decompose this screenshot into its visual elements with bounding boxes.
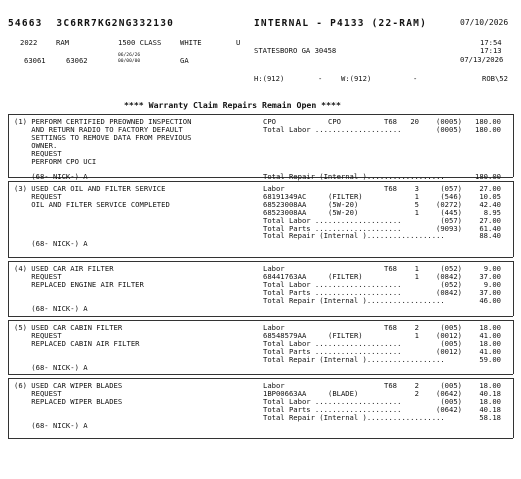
repair-description-line: AND RETURN RADIO TO FACTORY DEFAULT — [14, 124, 183, 134]
line-item-amount: 61.40 — [479, 223, 501, 233]
line-item-amount: 58.18 — [479, 412, 501, 422]
repair-order-type: INTERNAL - P4133 (22-RAM) — [254, 18, 427, 29]
line-item-part-desc: (5W-20) — [328, 199, 359, 209]
repair-description-line: REQUEST — [14, 191, 62, 201]
repair-description-line: (68- NICK-) A — [14, 239, 88, 249]
work-phone: W:(912) — [341, 74, 372, 83]
line-item-qty: 2 — [414, 388, 419, 398]
line-item-name: 68523008AA — [263, 207, 307, 217]
line-item-amount: 180.00 — [475, 117, 501, 126]
repair-description-line: (3) USED CAR OIL AND FILTER SERVICE — [14, 184, 166, 193]
repair-description-line: REPLACED CABIN AIR FILTER — [14, 338, 140, 348]
service-dates: 06/26/26 00/00/00 — [118, 53, 141, 64]
section-bottom-rule — [8, 438, 513, 439]
line-item-part-desc: (FILTER) — [328, 271, 363, 281]
line-item-qty: 1 — [414, 271, 419, 281]
repair-description-line: OIL AND FILTER SERVICE COMPLETED — [14, 199, 170, 209]
time-out: 17:13 — [480, 46, 502, 55]
line-item-name: Labor — [263, 184, 285, 193]
section-left-rule — [8, 181, 9, 257]
unit-flag: U — [236, 38, 241, 47]
repair-description-line: (68- NICK-) A — [14, 172, 88, 182]
time-in: 17:54 — [480, 38, 502, 47]
line-item-amount: 88.40 — [479, 231, 501, 241]
ro-number-2: 63062 — [66, 56, 88, 65]
line-item-qty: 3 — [414, 184, 419, 193]
line-item-amount: 46.00 — [479, 295, 501, 305]
line-item-qty: 2 — [414, 381, 419, 390]
line-item-qty: 1 — [414, 330, 419, 340]
line-item-name: Total Labor .................... — [263, 279, 402, 289]
vehicle-model: 1500 CLASS — [118, 38, 162, 47]
line-item-amount: 27.00 — [479, 184, 501, 193]
line-item-qty: 1 — [414, 207, 419, 217]
repair-description-line: SETTINGS TO REMOVE DATA FROM PREVIOUS — [14, 132, 192, 142]
line-item-amount: 180.00 — [475, 124, 501, 134]
customer-city: STATESBORO GA 30458 — [254, 46, 337, 55]
line-item-reference: (052) — [440, 279, 462, 289]
line-item-reference: (0642) — [436, 404, 462, 414]
line-item-reference: (9093) — [436, 223, 462, 233]
line-item-qty: 5 — [414, 199, 419, 209]
line-item-reference: (005) — [440, 381, 462, 390]
line-item-name: 68191349AC — [263, 191, 307, 201]
line-item-name: Total Parts .................... — [263, 346, 402, 356]
line-item-amount: 41.00 — [479, 330, 501, 340]
line-item-name: Labor — [263, 381, 285, 390]
line-item-name: Labor — [263, 323, 285, 332]
section-right-rule — [513, 320, 514, 374]
repair-description-line: REQUEST — [14, 148, 62, 158]
repair-description-line: (68- NICK-) A — [14, 420, 88, 430]
vehicle-make: RAM — [56, 38, 69, 47]
line-item-reference: (005) — [440, 338, 462, 348]
repair-description-line: OWNER. — [14, 140, 58, 150]
line-item-part-desc: CPO — [328, 117, 341, 126]
vehicle-color: WHITE — [180, 38, 202, 47]
line-item-tech-code: T68 — [384, 117, 397, 126]
header-date: 07/10/2026 — [460, 18, 509, 27]
line-item-amount: 42.40 — [479, 199, 501, 209]
line-item-reference: (005) — [440, 323, 462, 332]
line-item-qty: 1 — [414, 191, 419, 201]
repair-description-line: (5) USED CAR CABIN FILTER — [14, 323, 123, 332]
line-item-name: Total Parts .................... — [263, 287, 402, 297]
line-item-amount: 59.00 — [479, 354, 501, 364]
line-item-name: Total Labor .................... — [263, 215, 402, 225]
repair-description-line: REQUEST — [14, 388, 62, 398]
line-item-name: Total Repair (Internal ).................. — [263, 231, 445, 241]
line-item-name: Total Parts .................... — [263, 223, 402, 233]
line-item-amount: 180.00 — [475, 172, 501, 182]
repair-description-line: REQUEST — [14, 271, 62, 281]
line-item-tech-code: T68 — [384, 264, 397, 273]
line-item-part-desc: (5W-20) — [328, 207, 359, 217]
section-top-rule — [8, 320, 513, 321]
line-item-amount: 10.05 — [479, 191, 501, 201]
line-item-reference: (005) — [440, 396, 462, 406]
line-item-reference: (052) — [440, 264, 462, 273]
line-item-amount: 9.00 — [483, 279, 501, 289]
line-item-name: Total Labor .................... — [263, 396, 402, 406]
line-item-reference: (546) — [440, 191, 462, 201]
line-item-reference: (0012) — [436, 330, 462, 340]
section-top-rule — [8, 114, 513, 115]
line-item-name: 68548579AA — [263, 330, 307, 340]
repair-description-line: PERFORM CPO UCI — [14, 156, 97, 166]
work-phone-dash: - — [413, 74, 418, 83]
line-item-reference: (445) — [440, 207, 462, 217]
line-item-name: Total Repair (Internal ).................. — [263, 172, 445, 182]
line-item-reference: (0842) — [436, 287, 462, 297]
ro-number-1: 63061 — [24, 56, 46, 65]
line-item-name: Total Repair (Internal ).................. — [263, 412, 445, 422]
line-item-amount: 27.00 — [479, 215, 501, 225]
line-item-name: CPO — [263, 117, 276, 126]
vin-number: 54663 3C6RR7KG2NG332130 — [8, 18, 175, 29]
line-item-tech-code: T68 — [384, 184, 397, 193]
line-item-reference: (0005) — [436, 117, 462, 126]
line-item-reference: (0005) — [436, 124, 462, 134]
section-right-rule — [513, 114, 514, 177]
section-bottom-rule — [8, 374, 513, 375]
section-top-rule — [8, 378, 513, 379]
line-item-part-desc: (BLADE) — [328, 388, 359, 398]
repair-description-line: REPLACED WIPER BLADES — [14, 396, 123, 406]
section-bottom-rule — [8, 316, 513, 317]
line-item-amount: 37.00 — [479, 287, 501, 297]
repair-description-line: (68- NICK-) A — [14, 303, 88, 313]
home-phone: H:(912) — [254, 74, 285, 83]
home-phone-dash: - — [318, 74, 323, 83]
section-top-rule — [8, 181, 513, 182]
line-item-amount: 40.18 — [479, 404, 501, 414]
line-item-name: 68523008AA — [263, 199, 307, 209]
promise-date: 07/13/2026 — [460, 55, 504, 64]
repair-description-line: (6) USED CAR WIPER BLADES — [14, 381, 123, 390]
line-item-amount: 18.00 — [479, 338, 501, 348]
section-left-rule — [8, 320, 9, 374]
repair-description-line: (4) USED CAR AIR FILTER — [14, 264, 114, 273]
section-right-rule — [513, 181, 514, 257]
section-left-rule — [8, 261, 9, 316]
line-item-reference: (0272) — [436, 199, 462, 209]
line-item-part-desc: (FILTER) — [328, 191, 363, 201]
repair-description-line: (1) PERFORM CERTIFIED PREOWNED INSPECTION — [14, 117, 192, 126]
customer-state: GA — [180, 56, 189, 65]
line-item-amount: 18.00 — [479, 396, 501, 406]
line-item-part-desc: (FILTER) — [328, 330, 363, 340]
line-item-name: Labor — [263, 264, 285, 273]
line-item-qty: 2 — [414, 323, 419, 332]
line-item-amount: 9.00 — [483, 264, 501, 273]
section-left-rule — [8, 114, 9, 177]
line-item-name: Total Parts .................... — [263, 404, 402, 414]
section-top-rule — [8, 261, 513, 262]
line-item-tech-code: T68 — [384, 323, 397, 332]
warranty-banner: **** Warranty Claim Repairs Remain Open **** — [124, 100, 341, 110]
line-item-name: Total Labor .................... — [263, 124, 402, 134]
line-item-amount: 41.00 — [479, 346, 501, 356]
line-item-amount: 8.95 — [483, 207, 501, 217]
line-item-qty: 1 — [414, 264, 419, 273]
line-item-amount: 40.18 — [479, 388, 501, 398]
line-item-name: 68441763AA — [263, 271, 307, 281]
line-item-name: Total Labor .................... — [263, 338, 402, 348]
line-item-reference: (0642) — [436, 388, 462, 398]
line-item-name: Total Repair (Internal ).................. — [263, 295, 445, 305]
repair-description-line: REQUEST — [14, 330, 62, 340]
line-item-qty: 20 — [410, 117, 419, 126]
section-right-rule — [513, 261, 514, 316]
section-left-rule — [8, 378, 9, 438]
line-item-tech-code: T68 — [384, 381, 397, 390]
line-item-amount: 18.00 — [479, 381, 501, 390]
line-item-amount: 37.00 — [479, 271, 501, 281]
repair-description-line: REPLACED ENGINE AIR FILTER — [14, 279, 144, 289]
section-bottom-rule — [8, 257, 513, 258]
line-item-reference: (057) — [440, 215, 462, 225]
line-item-reference: (0012) — [436, 346, 462, 356]
line-item-reference: (0842) — [436, 271, 462, 281]
repair-description-line: (68- NICK-) A — [14, 362, 88, 372]
line-item-amount: 18.00 — [479, 323, 501, 332]
line-item-reference: (057) — [440, 184, 462, 193]
advisor-code: ROB\52 — [482, 74, 508, 83]
section-right-rule — [513, 378, 514, 438]
vehicle-year: 2022 — [20, 38, 38, 47]
line-item-name: Total Repair (Internal ).................. — [263, 354, 445, 364]
line-item-name: 1BP00663AA — [263, 388, 307, 398]
